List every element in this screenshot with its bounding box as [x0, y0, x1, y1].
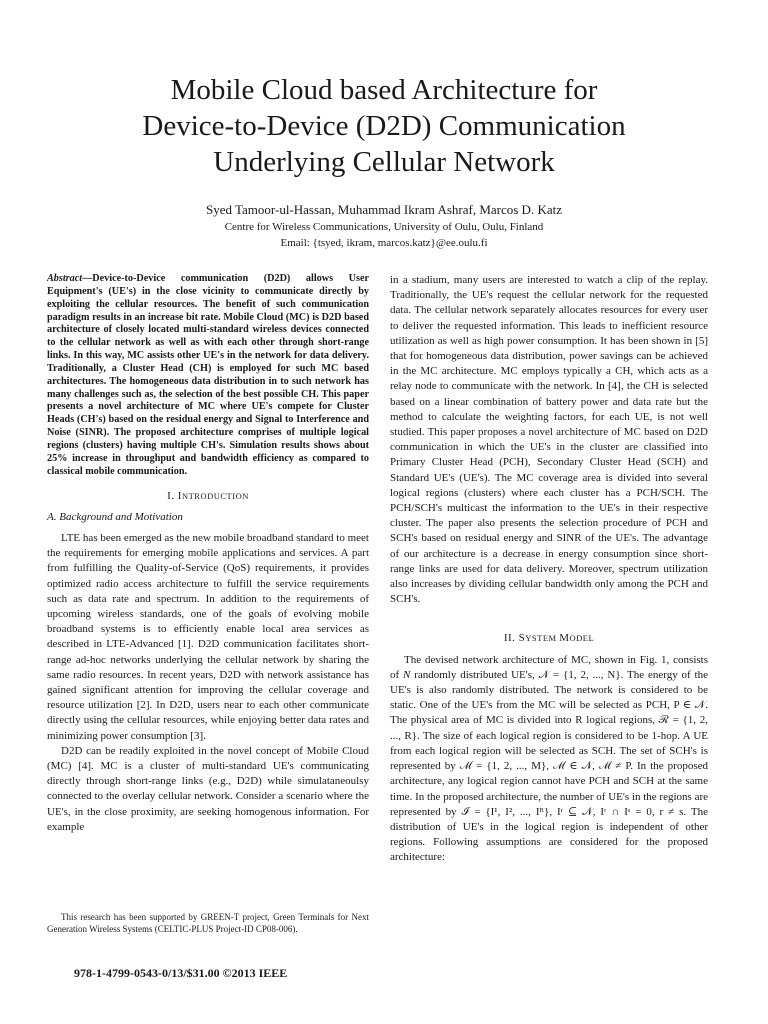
affiliation: Centre for Wireless Communications, University of Oulu, Oulu, Finland — [224, 221, 544, 233]
intro-paragraph-2: D2D can be readily exploited in the novel concept of Mobile Cloud (MC) [4]. MC is a cluster of multi-standard UE's communicating directly through short-range links (e.g., D2D) while simulataneoulsy connected to the overlay cellular network. Consider a scenario where the UE's, in the close proximity, are seeking homogenous information. For example — [47, 744, 369, 833]
affiliation-block — [60, 219, 708, 251]
intro-paragraph-1: LTE has been emerged as the new mobile broadband standard to meet the requirements for emerging mobile applications and services. A part from fulfilling the Quality-of-Service (QoS) requirements, it provides optimized radio access architecture to fulfill the service requirements such as data rate and spectrum. In addition to the requirements of upcoming wireless standards, one of the goals of evolving mobile broadband systems is to efficiently enable local area services as described in LTE-Advanced [1]. D2D communication facilitates short-range ad-hoc networks underlying the cellular network by sharing the same radio resources. In recent years, D2D with network assistance has gained significant attention for improving the cellular coverage and resource utilization [2]. In D2D, users near to each other communicate directly using the cellular resources, while enjoying better data rates and minimizing power consumption [3]. — [47, 531, 369, 742]
left-column — [47, 273, 369, 835]
footnote: This research has been supported by GREEN-T project, Green Terminals for Next Generation Wireless Systems (CELTIC-PLUS Project-ID CP08-006). — [47, 912, 369, 934]
paper-title — [60, 72, 708, 180]
sm-math-n: N — [403, 668, 411, 681]
section-title-initial: S — [518, 632, 526, 645]
sm-text-a: The devised network architecture of MC, shown in Fig. 1, consists of — [390, 653, 708, 681]
section-title-initial: I — [177, 489, 182, 502]
intro-paragraph-3: in a stadium, many users are interested to watch a clip of the replay. Traditionally, the UE's request the cellular network for the requested data. The cellular network separately allocates resources for every user to deliver the requested information. This leads to inefficient resource utilization as well as high power consumption. It has been shown in [5] that for homogeneous data distribution, power savings can be achieved in the MC architecture. MC employs typically a CH, which acts as a relay node to communicate with the network. In [4], the CH is selected based on a linear combination of battery power and data rate but the method to calculate the weighting factors, for each UE, is not well studied. This paper proposes a novel architecture of MC based on D2D communication in which the UE's in the cluster are classified into Primary Cluster Head (PCH), Secondary Cluster Head (SCH) and Standard UE's (UE's). The MC coverage area is divided into several logical regions (clusters) where each cluster has a PCH/SCH. The PCH/SCH's multicast the information to the UE's in their respective cluster. The paper also presents the selection procedure of PCH and SCH's based on residual energy and SINR of the UE's. The advantage of our architecture is a decrease in energy consumption since short-range links are used for data delivery. Moreover, spectrum utilization also increases by dividing cellular bandwidth only among the PCH and SCH's. — [390, 274, 708, 606]
section-number: II. — [503, 632, 516, 645]
abstract — [47, 273, 369, 479]
title-line-3: Underlying Cellular Network — [213, 146, 555, 178]
copyright-line: 978-1-4799-0543-0/13/$31.00 ©2013 IEEE — [74, 966, 288, 980]
right-column — [390, 273, 708, 866]
section-title-rest: YSTEM — [525, 633, 560, 644]
system-model-paragraph — [390, 653, 708, 866]
section-number: I. — [167, 489, 175, 502]
title-line-1: Mobile Cloud based Architecture for — [170, 74, 598, 106]
authors: Syed Tamoor-ul-Hassan, Muhammad Ikram Ashraf, Marcos D. Katz — [205, 202, 562, 217]
section-title-rest-2: ODEL — [569, 633, 595, 644]
abstract-label: Abstract — [47, 273, 83, 284]
section-heading-system-model — [390, 631, 708, 646]
section-title-initial-2: M — [559, 632, 570, 645]
sm-text-c: randomly distributed UE's, 𝒩 = {1, 2, ..., N}. The energy of the UE's is also randomly distributed. The network is considered to be static. One of the UE's from the MC will be selected as PCH, P ∈ 𝒩. The physical area of MC is divided into R logical regions, ℛ = {1, 2, ..., R}. The size of each logical region is considered to be 1-hop. A UE from each logical region will be selected as SCH. The set of SCH's is represented by ℳ = {1, 2, ..., M}, ℳ ∈ 𝒩, ℳ ≠ P. In the proposed architecture, any logical region cannot have PCH and SCH at the same time. In the proposed architecture, the number of UE's in the regions are represented by ℐ = {I¹, I², ..., Iᴿ}, Iʳ ⊆ 𝒩, Iʳ ∩ Iˢ = 0, r ≠ s. The distribution of UE's in the logical region is independent of other regions. Following assumptions are considered for the proposed architecture: — [390, 668, 708, 864]
email: Email: {tsyed, ikram, marcos.katz}@ee.oulu.fi — [280, 237, 488, 249]
subsection-heading: A. Background and Motivation — [47, 510, 183, 523]
section-heading-introduction — [47, 489, 369, 504]
section-title-rest: NTRODUCTION — [181, 490, 249, 501]
abstract-text: —Device-to-Device communication (D2D) allows User Equipment's (UE's) in the close vicinity to communicate directly by exploiting the cellular resources. The benefit of such communication paradigm results in an increase bit rate. Mobile Cloud (MC) is D2D based architecture of closely located multi-standard wireless devices connected to the cellular network as well as with each other through short-range links. In this way, MC assists other UE's in the network for data delivery. Traditionally, a Cluster Head (CH) is employed for such MC based architectures. The homogeneous data distribution in to such network has many challenges such as, the selection of the best possible CH. This paper presents a novel architecture of MC where UE's compete for Cluster Heads (CH's) based on the residual energy and Signal to Interference and Noise (SINR). The proposed architecture comprises of multiple logical regions (clusters) having multiple CH's. Simulation results shows about 25% increase in throughput and bandwidth efficiency as compared to classical mobile communication. — [47, 273, 369, 477]
title-line-2: Device-to-Device (D2D) Communication — [142, 110, 626, 142]
